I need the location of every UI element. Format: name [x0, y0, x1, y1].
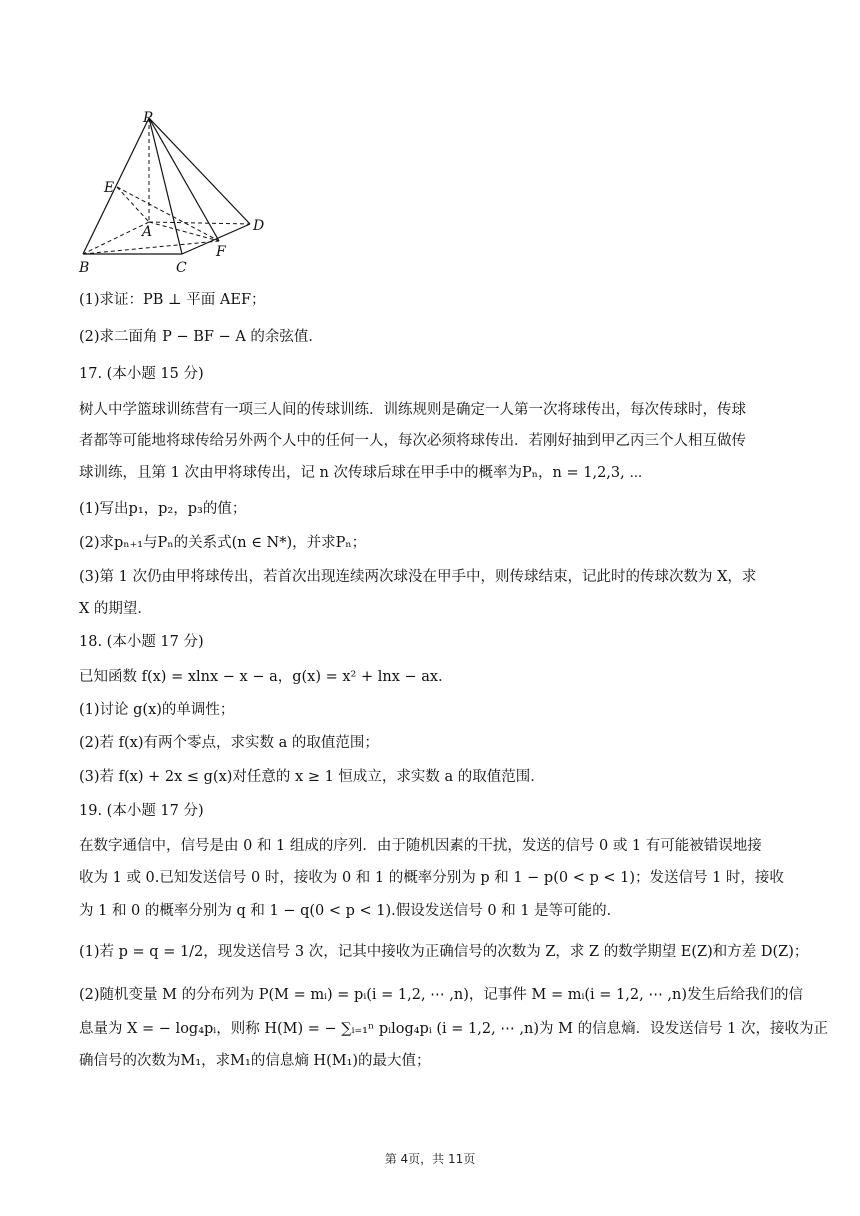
edge-ab: [83, 222, 149, 254]
label-d: D: [253, 218, 265, 234]
q19-line1: 在数字通信中，信号是由 0 和 1 组成的序列．由于随机因素的干扰，发送的信号 0 或 1 有可能被错误地接: [79, 838, 762, 854]
pyramid-figure: [70, 106, 280, 278]
q16-part1: (1)求证：PB ⊥ 平面 AEF；: [79, 292, 266, 308]
q17-part3a: (3)第 1 次仍由甲将球传出，若首次出现连续两次球没在甲手中，则传球结束，记此时的传球次数为 X，求: [79, 569, 757, 585]
edge-pd: [149, 118, 250, 224]
q19-heading: 19. (本小题 17 分): [79, 803, 204, 819]
q18-part1: (1)讨论 g(x)的单调性；: [79, 702, 235, 718]
q17-line3: 球训练，且第 1 次由甲将球传出，记 n 次传球后球在甲手中的概率为Pₙ，n = 1,2,3, ⋯: [79, 465, 643, 481]
edge-ad: [149, 222, 250, 224]
edge-af: [149, 222, 219, 241]
q17-part2: (2)求pₙ₊₁与Pₙ的关系式(n ∈ N*)，并求Pₙ；: [79, 535, 367, 551]
q17-part1: (1)写出p₁，p₂，p₃的值；: [79, 501, 247, 517]
q19-part1: (1)若 p = q = 1/2，现发送信号 3 次，记其中接收为正确信号的次数为 Z，求 Z 的数学期望 E(Z)和方差 D(Z)；: [79, 944, 809, 960]
q18-intro: 已知函数 f(x) = xlnx − x − a，g(x) = x² + lnx − ax．: [79, 669, 453, 685]
q19-part2c: 确信号的次数为M₁，求M₁的信息熵 H(M₁)的最大值；: [79, 1053, 431, 1069]
q19-line2: 收为 1 或 0.已知发送信号 0 时，接收为 0 和 1 的概率分别为 p 和 1 − p(0 < p < 1)；发送信号 1 时，接收: [79, 870, 784, 886]
edge-bf: [83, 241, 219, 254]
q18-part3: (3)若 f(x) + 2x ≤ g(x)对任意的 x ≥ 1 恒成立，求实数 a 的取值范围．: [79, 769, 545, 785]
q17-heading: 17. (本小题 15 分): [79, 366, 204, 382]
q18-heading: 18. (本小题 17 分): [79, 634, 204, 650]
page-footer: 第 4页，共 11页: [384, 1152, 476, 1166]
q16-part2: (2)求二面角 P − BF − A 的余弦值．: [79, 329, 323, 345]
label-a: A: [142, 224, 153, 240]
label-e: E: [104, 180, 115, 196]
q19-part2b: 息量为 X = − log₄pᵢ，则称 H(M) = − ∑ᵢ₌₁ⁿ pᵢlog₄pᵢ (i = 1,2, ⋯ ,n)为 M 的信息熵．设发送信号 1 次，接收为正: [79, 1021, 829, 1037]
label-c: C: [176, 260, 187, 276]
q17-line2: 者都等可能地将球传给另外两个人中的任何一人，每次必须将球传出．若刚好抽到甲乙丙三个人相互做传: [79, 433, 746, 449]
edge-pb: [83, 118, 149, 254]
edge-ea: [117, 187, 149, 222]
label-f: F: [216, 244, 226, 260]
q19-line3: 为 1 和 0 的概率分别为 q 和 1 − q(0 < p < 1).假设发送信号 0 和 1 是等可能的．: [79, 903, 622, 919]
label-p: P: [143, 110, 153, 126]
q18-part2: (2)若 f(x)有两个零点，求实数 a 的取值范围；: [79, 735, 379, 751]
q19-part2a: (2)随机变量 M 的分布列为 P(M = mᵢ) = pᵢ(i = 1,2, ⋯ ,n)，记事件 M = mᵢ(i = 1,2, ⋯ ,n)发生后给我们的信: [79, 987, 804, 1003]
q17-part3b: X 的期望．: [79, 601, 152, 617]
q17-line1: 树人中学篮球训练营有一项三人间的传球训练．训练规则是确定一人第一次将球传出，每次传球时，传球: [79, 402, 746, 418]
edge-pc: [149, 118, 182, 254]
label-b: B: [79, 260, 90, 276]
